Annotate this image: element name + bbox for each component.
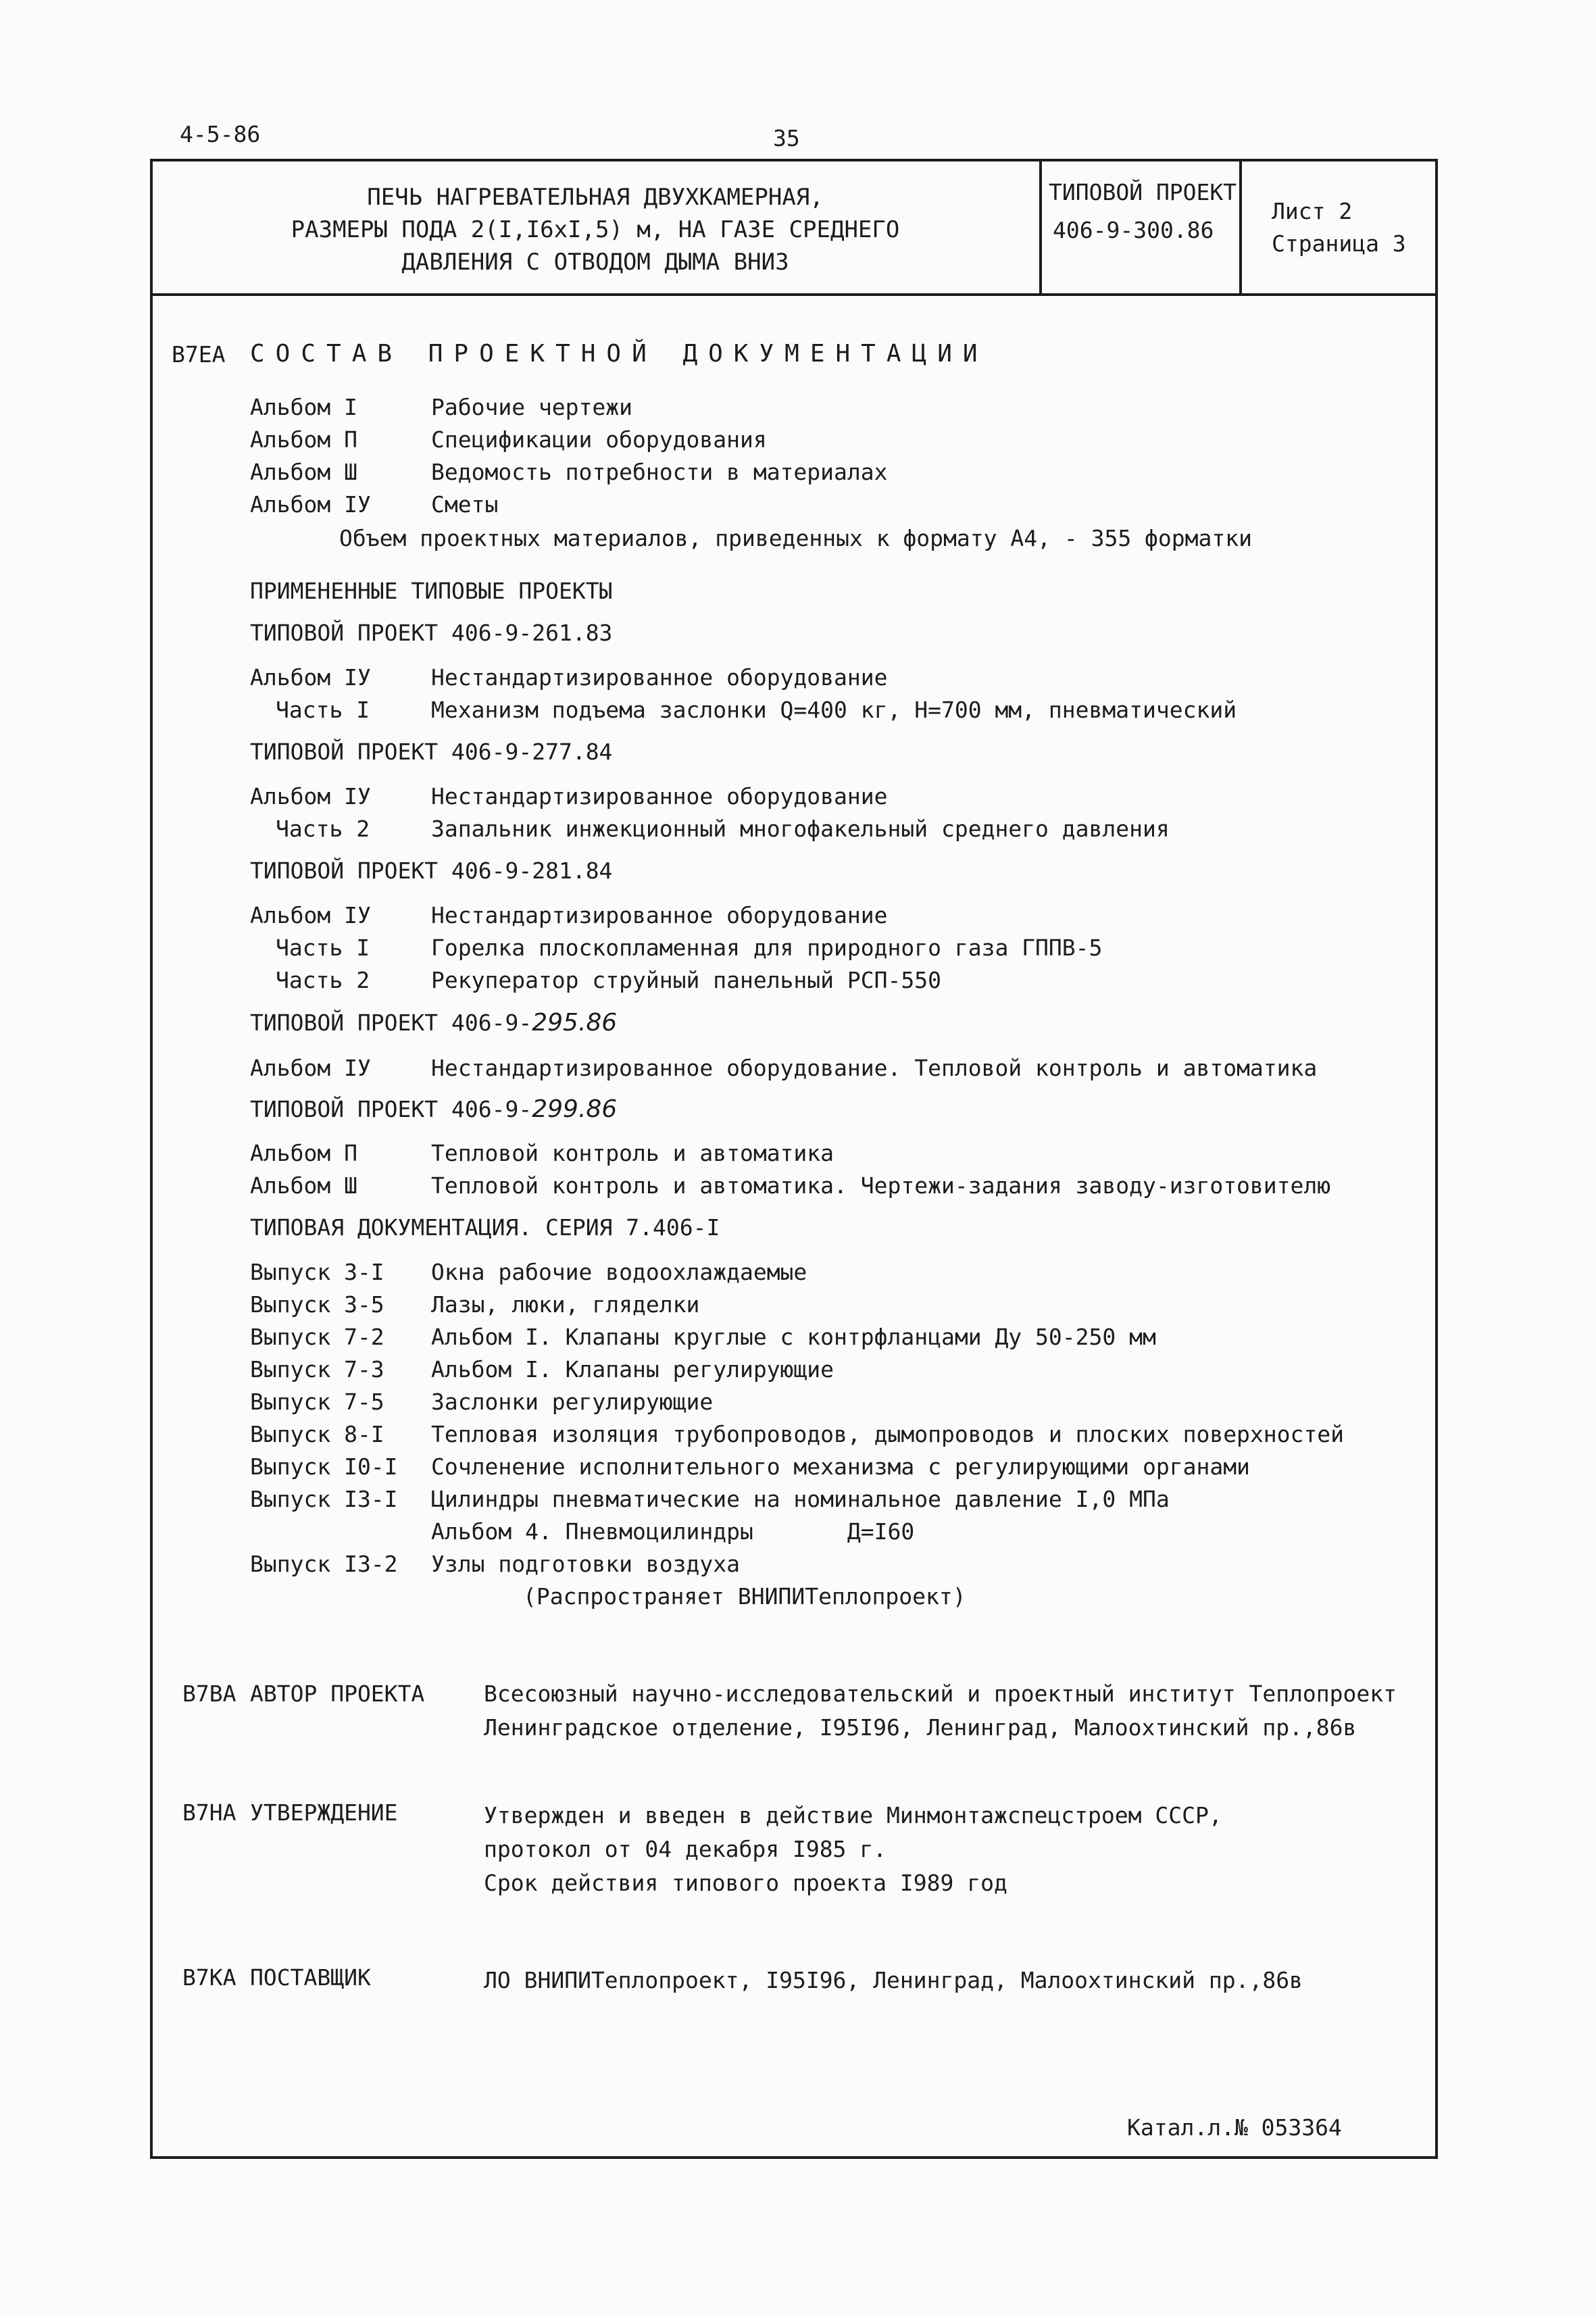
title-line-3: ДАВЛЕНИЯ С ОТВОДОМ ДЫМА ВНИЗ: [401, 249, 789, 276]
title-line-1: ПЕЧЬ НАГРЕВАТЕЛЬНАЯ ДВУХКАМЕРНАЯ,: [367, 184, 824, 211]
row-text: Тепловой контроль и автоматика. Чертежи-задания заводу-изготовителю: [431, 1172, 1331, 1199]
applied-heading: ПРИМЕНЕННЫЕ ТИПОВЫЕ ПРОЕКТЫ: [250, 578, 613, 604]
author-line-2: Ленинградское отделение, I95I96, Ленинград, Малоохтинский пр.,86в: [484, 1714, 1357, 1741]
supplier-label: ПОСТАВЩИК: [250, 1964, 371, 1991]
project-title-prefix: ТИПОВОЙ ПРОЕКТ 406-9-: [250, 1096, 532, 1122]
sheet-number: Лист 2: [1272, 198, 1353, 224]
album-label-4: Альбом IУ: [250, 491, 371, 518]
album-label-3: Альбом Ш: [250, 459, 357, 485]
album-text-4: Сметы: [431, 491, 499, 518]
project-title-3: ТИПОВОЙ ПРОЕКТ 406-9-281.84: [250, 857, 613, 884]
series-label: Выпуск 7-2: [250, 1324, 384, 1350]
row-text: Механизм подъема заслонки Q=400 кг, Н=700 мм, пневматический: [431, 697, 1237, 723]
document-code: 4-5-86: [180, 121, 261, 147]
header-divider-1: [1039, 159, 1042, 295]
distributor-note: (Распространяет ВНИПИТеплопроект): [523, 1583, 966, 1610]
series-label: Выпуск 3-5: [250, 1291, 384, 1318]
row-text: Запальник инжекционный многофакельный среднего давления: [431, 816, 1170, 842]
row-label: Альбом IУ: [250, 783, 371, 810]
approval-line-3: Срок действия типового проекта I989 год: [484, 1870, 1007, 1896]
project-title-prefix: ТИПОВОЙ ПРОЕКТ 406-9-: [250, 1010, 532, 1036]
section-code-supplier: В7КА: [182, 1964, 236, 1991]
page-number: 35: [773, 125, 800, 151]
row-text: Горелка плоскопламенная для природного газа ГППВ-5: [431, 935, 1103, 961]
row-label: Альбом П: [250, 1140, 357, 1166]
row-label: Часть I: [276, 697, 370, 723]
album-label-1: Альбом I: [250, 394, 357, 420]
series-text: Альбом I. Клапаны регулирующие: [431, 1356, 834, 1383]
supplier-text: ЛО ВНИПИТеплопроект, I95I96, Ленинград, Малоохтинский пр.,86в: [484, 1967, 1303, 1993]
handwritten-project-number: 295.86: [532, 1009, 618, 1037]
series-label: Выпуск 3-I: [250, 1259, 384, 1285]
series-text: Альбом 4. Пневмоцилиндры Д=I60: [431, 1518, 915, 1545]
series-label: Выпуск I3-I: [250, 1486, 398, 1512]
row-label: Альбом IУ: [250, 902, 371, 928]
row-text: Нестандартизированное оборудование. Тепловой контроль и автоматика: [431, 1055, 1318, 1081]
approval-label: УТВЕРЖДЕНИЕ: [250, 1799, 398, 1826]
album-text-2: Спецификации оборудования: [431, 426, 767, 453]
row-text: Нестандартизированное оборудование: [431, 783, 888, 810]
album-text-1: Рабочие чертежи: [431, 394, 633, 420]
series-text: Заслонки регулирующие: [431, 1389, 714, 1415]
series-text: Тепловая изоляция трубопроводов, дымопроводов и плоских поверхностей: [431, 1421, 1345, 1447]
row-text: Тепловой контроль и автоматика: [431, 1140, 834, 1166]
series-label: Выпуск 7-5: [250, 1389, 384, 1415]
series-text: Окна рабочие водоохлаждаемые: [431, 1259, 807, 1285]
series-text: Узлы подготовки воздуха: [431, 1551, 740, 1577]
project-title-4: [250, 1011, 617, 1035]
project-title-2: ТИПОВОЙ ПРОЕКТ 406-9-277.84: [250, 739, 613, 765]
row-label: Часть 2: [276, 967, 370, 993]
series-label: Выпуск 8-I: [250, 1421, 384, 1447]
row-label: Часть 2: [276, 816, 370, 842]
series-text: Цилиндры пневматические на номинальное давление I,0 МПа: [431, 1486, 1170, 1512]
series-label: Выпуск 7-3: [250, 1356, 384, 1383]
row-label: Альбом IУ: [250, 664, 371, 691]
album-label-2: Альбом П: [250, 426, 357, 453]
series-text: Лазы, люки, гляделки: [431, 1291, 700, 1318]
row-text: Нестандартизированное оборудование: [431, 902, 888, 928]
row-label: Альбом Ш: [250, 1172, 357, 1199]
composition-heading: СОСТАВ ПРОЕКТНОЙ ДОКУМЕНТАЦИИ: [250, 340, 989, 368]
project-number: 406-9-300.86: [1053, 217, 1214, 243]
series-text: Альбом I. Клапаны круглые с контрфланцами Ду 50-250 мм: [431, 1324, 1156, 1350]
row-label: Часть I: [276, 935, 370, 961]
author-label: АВТОР ПРОЕКТА: [250, 1681, 425, 1707]
document-title: [153, 181, 1038, 278]
page-label: Страница 3: [1272, 230, 1406, 257]
project-label: ТИПОВОЙ ПРОЕКТ: [1049, 179, 1237, 205]
project-title-1: ТИПОВОЙ ПРОЕКТ 406-9-261.83: [250, 620, 613, 646]
series-title: ТИПОВАЯ ДОКУМЕНТАЦИЯ. СЕРИЯ 7.406-I: [250, 1214, 720, 1241]
author-line-1: Всесоюзный научно-исследовательский и проектный институт Теплопроект: [484, 1681, 1397, 1707]
volume-note: Объем проектных материалов, приведенных к формату А4, - 355 форматки: [339, 525, 1253, 551]
header-divider-2: [1239, 159, 1242, 295]
header-bottom-rule: [150, 293, 1438, 296]
section-code-author: В7ВА: [182, 1681, 236, 1707]
project-title-5: [250, 1097, 617, 1122]
approval-line-1: Утвержден и введен в действие Минмонтажспецстроем СССР,: [484, 1802, 1222, 1828]
series-label: Выпуск I0-I: [250, 1453, 398, 1480]
row-label: Альбом IУ: [250, 1055, 371, 1081]
title-line-2: РАЗМЕРЫ ПОДА 2(I,I6xI,5) м, НА ГАЗЕ СРЕДНЕГО: [291, 216, 900, 243]
album-text-3: Ведомость потребности в материалах: [431, 459, 888, 485]
section-code-approval: В7НА: [182, 1799, 236, 1826]
approval-line-2: протокол от 04 декабря I985 г.: [484, 1836, 887, 1862]
series-label: Выпуск I3-2: [250, 1551, 398, 1577]
handwritten-project-number: 299.86: [532, 1095, 618, 1123]
catalog-number: Катал.л.№ 053364: [1127, 2114, 1342, 2141]
row-text: Рекуператор струйный панельный РСП-550: [431, 967, 941, 993]
section-code-composition: В7ЕА: [172, 341, 226, 368]
series-text: Сочленение исполнительного механизма с регулирующими органами: [431, 1453, 1250, 1480]
row-text: Нестандартизированное оборудование: [431, 664, 888, 691]
